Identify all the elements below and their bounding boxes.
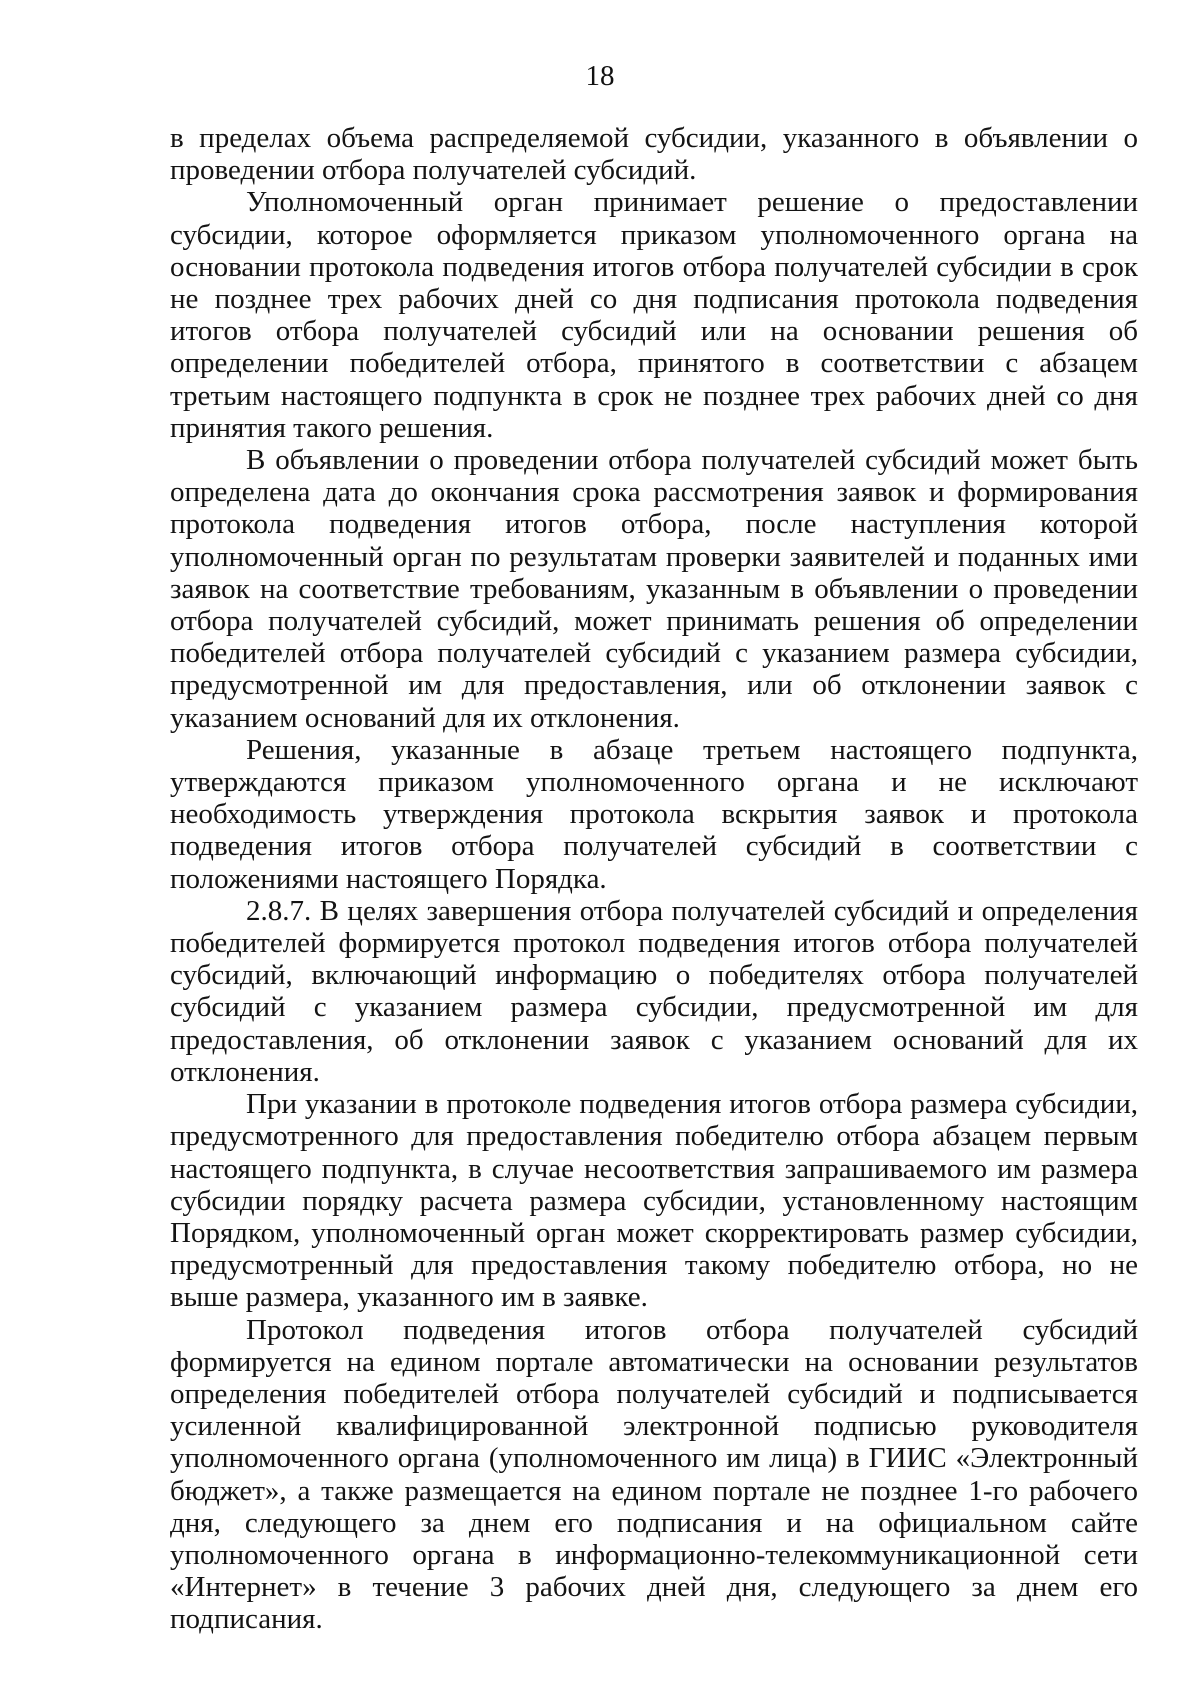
paragraph-continuation: в пределах объема распределяемой субсидии, указанного в объявлении о проведении отбора получателей субсидий. (170, 122, 1138, 187)
paragraph-announcement-date: В объявлении о проведении отбора получателей субсидий может быть определена дата до окончания срока рассмотрения заявок и формирования протокола подведения итогов отбора, после наступления которой уполномоченный орган по результатам проверки заявителей и поданных ими заявок на соответствие требованиям, указанным в объявлении о проведении отбора получателей субсидий, может принимать решения об определении победителей отбора получателей субсидий с указанием размера субсидии, предусмотренной им для предоставления, или об отклонении заявок с указанием оснований для их отклонения. (170, 444, 1138, 734)
paragraph-protocol-publication: Протокол подведения итогов отбора получателей субсидий формируется на едином портале автоматически на основании результатов определения победителей отбора получателей субсидий и подписывается усиленной квалифицированной электронной подписью руководителя уполномоченного органа (уполномоченного им лица) в ГИИС «Электронный бюджет», а также размещается на едином портале не позднее 1-го рабочего дня, следующего за днем его подписания и на официальном сайте уполномоченного органа в информационно-телекоммуникационной сети «Интернет» в течение 3 рабочих дней дня, следующего за днем его подписания. (170, 1313, 1138, 1636)
paragraph-subsidy-adjustment: При указании в протоколе подведения итогов отбора размера субсидии, предусмотренного для предоставления победителю отбора абзацем первым настоящего подпункта, в случае несоответствия запрашиваемого им размера субсидии порядку расчета размера субсидии, установленному настоящим Порядком, уполномоченный орган может скорректировать размер субсидии, предусмотренный для предоставления такому победителю отбора, но не выше размера, указанного им в заявке. (170, 1088, 1138, 1314)
page-number: 18 (585, 60, 615, 92)
paragraph-2-8-7: 2.8.7. В целях завершения отбора получателей субсидий и определения победителей формируется протокол подведения итогов отбора получателей субсидий, включающий информацию о победителях отбора получателей субсидий с указанием размера субсидии, предусмотренной им для предоставления, об отклонении заявок с указанием оснований для их отклонения. (170, 894, 1138, 1088)
document-body (170, 122, 1138, 1636)
paragraph-decision: Уполномоченный орган принимает решение о предоставлении субсидии, которое оформляется приказом уполномоченного органа на основании протокола подведения итогов отбора получателей субсидии в срок не позднее трех рабочих дней со дня подписания протокола подведения итогов отбора получателей субсидий или на основании решения об определении победителей отбора, принятого в соответствии с абзацем третьим настоящего подпункта в срок не позднее трех рабочих дней со дня принятия такого решения. (170, 186, 1138, 444)
paragraph-decisions-approval: Решения, указанные в абзаце третьем настоящего подпункта, утверждаются приказом уполномоченного органа и не исключают необходимость утверждения протокола вскрытия заявок и протокола подведения итогов отбора получателей субсидий в соответствии с положениями настоящего Порядка. (170, 733, 1138, 895)
